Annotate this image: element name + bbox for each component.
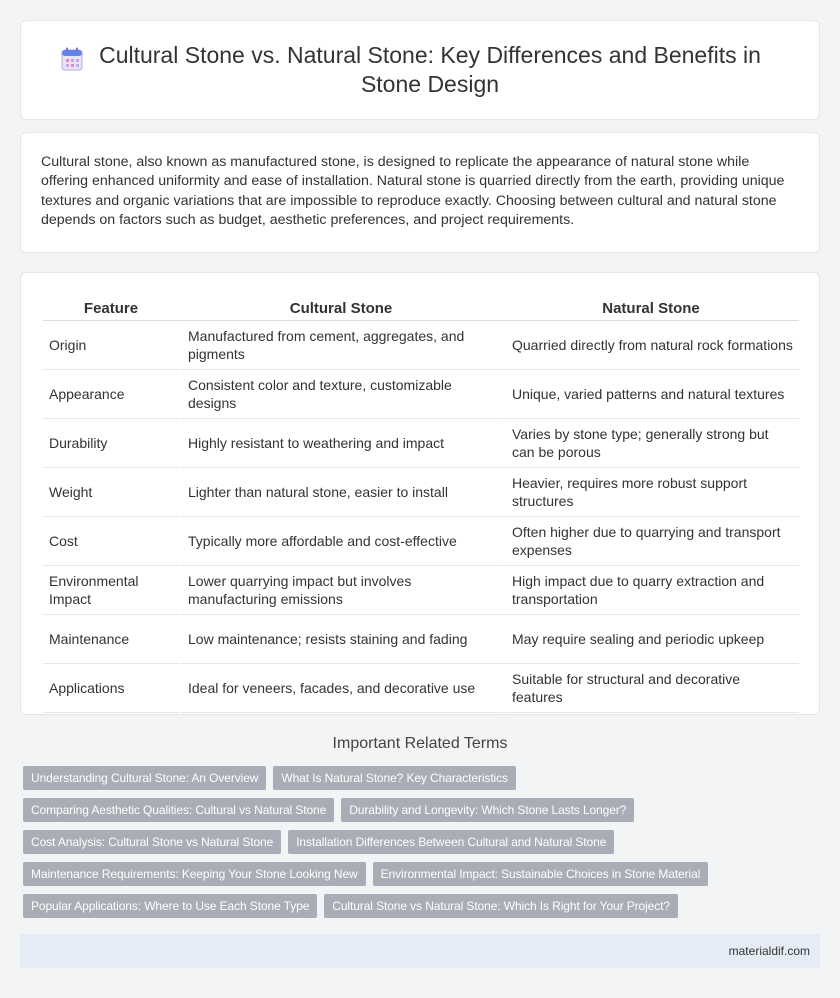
cultural-stone-cell: Lighter than natural stone, easier to install xyxy=(179,468,503,517)
table-row xyxy=(43,615,799,664)
table-row xyxy=(43,419,799,468)
natural-stone-cell: May require sealing and periodic upkeep xyxy=(503,615,799,664)
table-header-row xyxy=(43,295,799,321)
footer-site-link[interactable]: materialdif.com xyxy=(728,944,810,958)
related-term-link[interactable]: Comparing Aesthetic Qualities: Cultural vs Natural Stone xyxy=(23,798,334,822)
table-row xyxy=(43,468,799,517)
related-terms-row xyxy=(23,862,813,886)
feature-cell: Maintenance xyxy=(43,615,179,664)
related-term-link[interactable]: Popular Applications: Where to Use Each Stone Type xyxy=(23,894,317,918)
table-row xyxy=(43,664,799,713)
feature-cell: Origin xyxy=(43,321,179,370)
feature-cell: Weight xyxy=(43,468,179,517)
cultural-stone-cell: Highly resistant to weathering and impact xyxy=(179,419,503,468)
header-card xyxy=(20,20,820,120)
related-terms-row xyxy=(23,894,813,918)
related-term-link[interactable]: Maintenance Requirements: Keeping Your Stone Looking New xyxy=(23,862,366,886)
natural-stone-cell: Heavier, requires more robust support structures xyxy=(503,468,799,517)
natural-stone-cell: High impact due to quarry extraction and transportation xyxy=(503,566,799,615)
related-terms-title: Important Related Terms xyxy=(332,735,508,752)
feature-cell: Environmental Impact xyxy=(43,566,179,615)
related-terms-list xyxy=(23,766,813,926)
column-header-feature: Feature xyxy=(43,295,179,321)
natural-stone-cell: Quarried directly from natural rock formations xyxy=(503,321,799,370)
related-term-link[interactable]: Installation Differences Between Cultural and Natural Stone xyxy=(288,830,614,854)
natural-stone-cell: Varies by stone type; generally strong but can be porous xyxy=(503,419,799,468)
cultural-stone-cell: Consistent color and texture, customizable designs xyxy=(179,370,503,419)
natural-stone-cell: Suitable for structural and decorative features xyxy=(503,664,799,713)
comparison-table xyxy=(43,295,799,713)
feature-cell: Cost xyxy=(43,517,179,566)
column-header-natural-stone: Natural Stone xyxy=(503,295,799,321)
related-term-link[interactable]: Cost Analysis: Cultural Stone vs Natural Stone xyxy=(23,830,281,854)
related-terms-row xyxy=(23,798,813,822)
table-row xyxy=(43,566,799,615)
related-term-link[interactable]: Understanding Cultural Stone: An Overview xyxy=(23,766,266,790)
table-row xyxy=(43,517,799,566)
natural-stone-cell: Unique, varied patterns and natural textures xyxy=(503,370,799,419)
cultural-stone-cell: Manufactured from cement, aggregates, and pigments xyxy=(179,321,503,370)
table-row xyxy=(43,321,799,370)
column-header-cultural-stone: Cultural Stone xyxy=(179,295,503,321)
cultural-stone-cell: Typically more affordable and cost-effective xyxy=(179,517,503,566)
related-term-link[interactable]: Cultural Stone vs Natural Stone: Which Is Right for Your Project? xyxy=(324,894,678,918)
related-terms-row xyxy=(23,766,813,790)
intro-paragraph: Cultural stone, also known as manufactured stone, is designed to replicate the appearance of natural stone while offering enhanced uniformity and ease of installation. Natural stone is quarried directly from the earth, providing unique textures and organic variations that are impossible to reproduce exactly. Choosing between cultural and natural stone depends on factors such as budget, aesthetic preferences, and project requirements. xyxy=(41,154,785,229)
footer xyxy=(20,934,820,968)
cultural-stone-cell: Low maintenance; resists staining and fading xyxy=(179,615,503,664)
feature-cell: Applications xyxy=(43,664,179,713)
intro-card xyxy=(20,132,820,253)
cultural-stone-cell: Ideal for veneers, facades, and decorative use xyxy=(179,664,503,713)
page-title: Cultural Stone vs. Natural Stone: Key Differences and Benefits in Stone Design xyxy=(99,42,761,97)
feature-cell: Appearance xyxy=(43,370,179,419)
related-term-link[interactable]: Environmental Impact: Sustainable Choices in Stone Material xyxy=(373,862,709,886)
feature-cell: Durability xyxy=(43,419,179,468)
natural-stone-cell: Often higher due to quarrying and transport expenses xyxy=(503,517,799,566)
related-term-link[interactable]: Durability and Longevity: Which Stone Lasts Longer? xyxy=(341,798,634,822)
comparison-table-card xyxy=(20,272,820,715)
table-row xyxy=(43,370,799,419)
related-terms-row xyxy=(23,830,813,854)
related-term-link[interactable]: What Is Natural Stone? Key Characteristics xyxy=(273,766,516,790)
cultural-stone-cell: Lower quarrying impact but involves manufacturing emissions xyxy=(179,566,503,615)
calendar-icon xyxy=(61,47,83,71)
